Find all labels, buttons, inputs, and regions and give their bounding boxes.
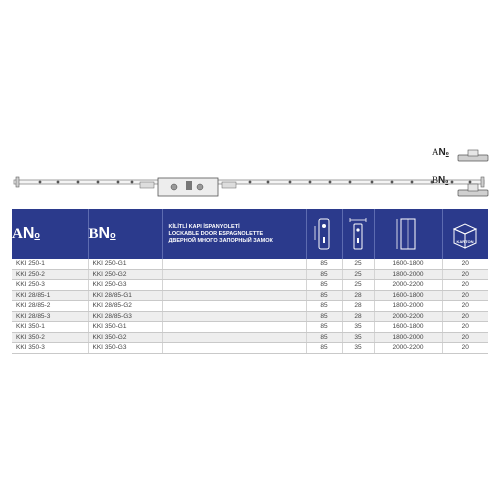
cell-distance: 35 [342, 322, 374, 333]
cell-description [162, 311, 306, 322]
cell-description [162, 301, 306, 312]
table-row [12, 259, 488, 269]
cell-quantity: 20 [442, 259, 488, 269]
column-header-box-quantity [442, 209, 488, 259]
cell-backset: 85 [306, 322, 342, 333]
cell-height: 1600-1800 [374, 259, 442, 269]
espagnolette-bar [14, 177, 484, 196]
cell-quantity: 20 [442, 332, 488, 343]
cell-code-b: KKI 28/85-G2 [88, 301, 162, 312]
table-row [12, 269, 488, 280]
cell-code-b: KKI 250-G2 [88, 269, 162, 280]
cell-backset: 85 [306, 290, 342, 301]
table-row [12, 311, 488, 322]
cell-code-b: KKI 350-G3 [88, 343, 162, 354]
cell-distance: 25 [342, 259, 374, 269]
cell-description [162, 322, 306, 333]
cell-distance: 35 [342, 332, 374, 343]
cell-description [162, 259, 306, 269]
product-table-body [12, 259, 488, 353]
side-label-b-letter: B [432, 175, 439, 185]
cell-backset: 85 [306, 269, 342, 280]
table-row [12, 332, 488, 343]
cell-code-a: KKI 28/85-3 [12, 311, 88, 322]
table-row [12, 290, 488, 301]
table-row [12, 322, 488, 333]
espagnolette-illustration [0, 0, 500, 210]
side-label-a [432, 147, 449, 158]
cell-description [162, 280, 306, 291]
cell-distance: 28 [342, 311, 374, 322]
cell-backset: 85 [306, 343, 342, 354]
side-label-b [432, 175, 448, 186]
side-label-b-no-o: o [445, 179, 449, 185]
cell-code-b: KKI 250-G1 [88, 259, 162, 269]
column-a-no-mark: N [22, 225, 35, 242]
description-english: LOCKABLE DOOR ESPAGNOLETTE [168, 230, 264, 237]
cell-description [162, 332, 306, 343]
cell-code-b: KKI 250-G3 [88, 280, 162, 291]
cell-backset: 85 [306, 280, 342, 291]
table-row [12, 343, 488, 354]
side-labels [428, 145, 500, 205]
cell-backset: 85 [306, 259, 342, 269]
cell-height: 1600-1800 [374, 322, 442, 333]
column-header-distance [342, 209, 374, 259]
cell-code-b: KKI 28/85-G3 [88, 311, 162, 322]
cell-quantity: 20 [442, 343, 488, 354]
description-turkish: KİLİTLİ KAPI İSPANYOLETİ [168, 223, 240, 230]
cell-description [162, 269, 306, 280]
cell-code-b: KKI 350-G1 [88, 322, 162, 333]
column-a-letter: A [12, 226, 23, 242]
cell-backset: 85 [306, 301, 342, 312]
carton-box-icon [450, 217, 480, 251]
carton-label: KARTON [456, 239, 474, 244]
table-row [12, 301, 488, 312]
cell-code-a: KKI 28/85-1 [12, 290, 88, 301]
cell-code-b: KKI 28/85-G1 [88, 290, 162, 301]
cell-code-a: KKI 250-2 [12, 269, 88, 280]
door-height-icon [395, 216, 421, 252]
cell-height: 1800-2000 [374, 332, 442, 343]
cell-distance: 25 [342, 280, 374, 291]
cell-distance: 28 [342, 290, 374, 301]
cell-code-a: KKI 250-3 [12, 280, 88, 291]
column-header-a [12, 209, 88, 259]
handle-plate-icon [313, 217, 335, 251]
description-russian: ДВЕРНОЙ МНОГО ЗАПОРНЫЙ ЗАМОК [168, 237, 273, 244]
cell-description [162, 343, 306, 354]
column-b-no-mark: N [98, 225, 111, 242]
cell-height: 2000-2200 [374, 280, 442, 291]
side-label-a-no-o: o [445, 151, 449, 157]
cell-height: 1800-2000 [374, 269, 442, 280]
cell-distance: 35 [342, 343, 374, 354]
column-a-no-o: o [34, 230, 40, 240]
table-row [12, 280, 488, 291]
column-header-description [162, 209, 306, 259]
cell-quantity: 20 [442, 301, 488, 312]
side-label-a-letter: A [432, 147, 439, 157]
table-header-row [12, 209, 488, 259]
cell-code-a: KKI 350-1 [12, 322, 88, 333]
cell-code-a: KKI 350-3 [12, 343, 88, 354]
cell-distance: 28 [342, 301, 374, 312]
column-b-no-o: o [110, 230, 116, 240]
cell-quantity: 20 [442, 311, 488, 322]
cell-backset: 85 [306, 332, 342, 343]
cell-height: 2000-2200 [374, 343, 442, 354]
cell-code-a: KKI 350-2 [12, 332, 88, 343]
side-label-a-no: N [438, 147, 446, 158]
cell-code-a: KKI 28/85-2 [12, 301, 88, 312]
cell-height: 2000-2200 [374, 311, 442, 322]
cell-code-b: KKI 350-G2 [88, 332, 162, 343]
column-b-letter: B [88, 226, 99, 242]
cell-distance: 25 [342, 269, 374, 280]
cell-height: 1600-1800 [374, 290, 442, 301]
cell-quantity: 20 [442, 322, 488, 333]
cell-description [162, 290, 306, 301]
cell-height: 1800-2000 [374, 301, 442, 312]
distance-icon [347, 217, 369, 251]
cell-code-a: KKI 250-1 [12, 259, 88, 269]
product-table [12, 209, 488, 354]
side-label-b-no: N [438, 175, 446, 186]
cell-quantity: 20 [442, 290, 488, 301]
cell-quantity: 20 [442, 280, 488, 291]
column-header-height [374, 209, 442, 259]
cell-backset: 85 [306, 311, 342, 322]
column-header-b [88, 209, 162, 259]
column-header-backset [306, 209, 342, 259]
cell-quantity: 20 [442, 269, 488, 280]
